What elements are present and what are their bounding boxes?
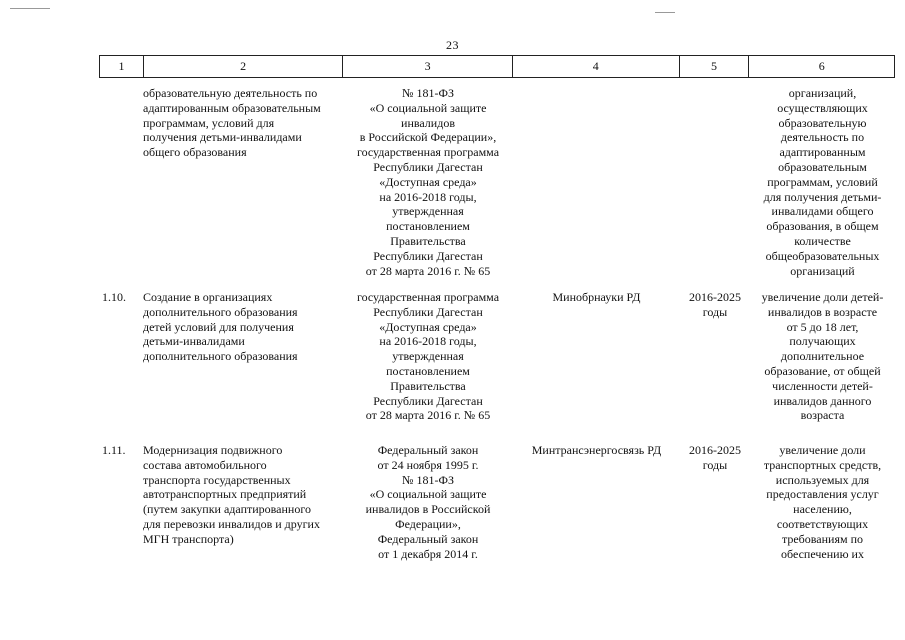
term-cell: 2016-2025 годы	[689, 290, 741, 319]
basis-cell: № 181-ФЗ «О социальной защите инвалидов в Российской Федерации», государственная программа Республики Дагестан «Доступная среда» на 2016-2018 годы, утвержденная постановлением Правительства Республики Дагестан от 28 марта 2016 г. № 65	[356, 86, 500, 278]
table-header-row	[99, 55, 895, 78]
column-header-5: 5	[680, 56, 750, 77]
result-cell: организаций, осуществляющих образовательную деятельность по адаптированным образовательным программам, условий для получения детьми- инвалидами общего образования, в общем количестве общеобразовательных организаций	[763, 86, 882, 278]
scan-artifact	[655, 12, 675, 13]
term-cell: 2016-2025 годы	[689, 443, 741, 472]
measure-cell: Модернизация подвижного состава автомобильного транспорта государственных автотранспортных предприятий (путем закупки адаптированного для перевозки инвалидов и других МГН транспорта)	[143, 443, 320, 546]
executor-cell: Минтрансэнергосвязь РД	[531, 443, 662, 457]
column-header-4: 4	[513, 56, 680, 77]
column-header-1: 1	[100, 56, 144, 77]
measure-cell: Создание в организациях дополнительного образования детей условий для получения детьми-инвалидами дополнительного образования	[143, 290, 298, 364]
column-header-2: 2	[144, 56, 344, 77]
row-number: 1.11.	[102, 443, 126, 457]
column-header-6: 6	[818, 59, 825, 73]
basis-cell: государственная программа Республики Дагестан «Доступная среда» на 2016-2018 годы, утвержденная постановлением Правительства Республики Дагестан от 28 марта 2016 г. № 65	[356, 290, 500, 423]
executor-cell: Минобрнауки РД	[552, 290, 641, 304]
result-cell: увеличение доли транспортных средств, используемых для предоставления услуг населению, соответствующих требованиям по обеспечению их	[763, 443, 882, 561]
result-cell: увеличение доли детей- инвалидов в возрасте от 5 до 18 лет, получающих дополнительное образование, от общей численности детей- инвалидов данного возраста	[761, 290, 884, 423]
basis-cell: Федеральный закон от 24 ноября 1995 г. № 181-ФЗ «О социальной защите инвалидов в Российской Федерации», Федеральный закон от 1 декабря 2014 г.	[365, 443, 491, 561]
page-number: 23	[446, 38, 459, 52]
column-header-3: 3	[343, 56, 513, 77]
scan-artifact	[10, 8, 50, 9]
row-number: 1.10.	[102, 290, 126, 304]
measure-cell: образовательную деятельность по адаптированным образовательным программам, условий для получения детьми-инвалидами общего образования	[143, 86, 321, 160]
